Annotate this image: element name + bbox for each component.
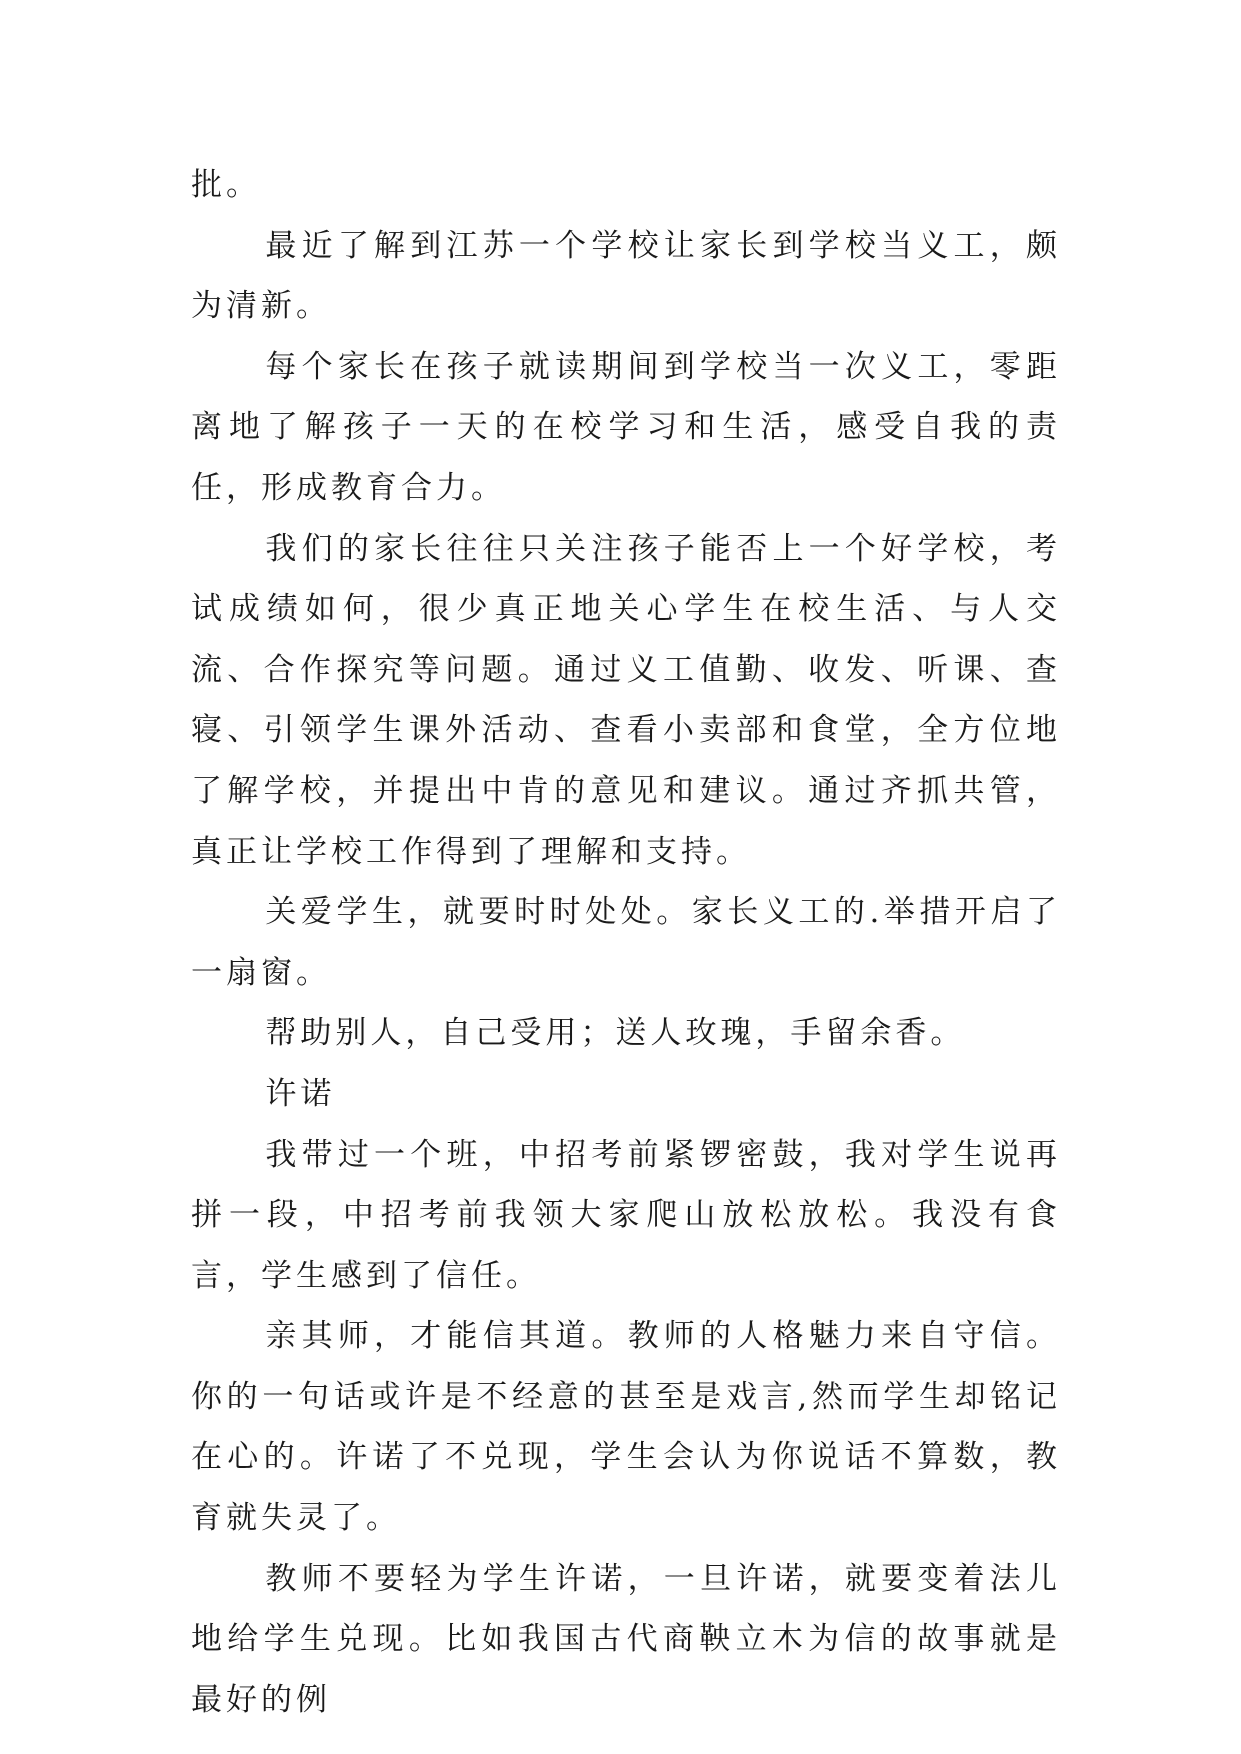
paragraph-10: 教师不要轻为学生许诺，一旦许诺，就要变着法儿地给学生兑现。比如我国古代商鞅立木为信的故事就是最好的例 bbox=[191, 1560, 1061, 1718]
paragraph-8: 我带过一个班，中招考前紧锣密鼓，我对学生说再拼一段，中招考前我领大家爬山放松放松。我没有食言，学生感到了信任。 bbox=[191, 1136, 1061, 1294]
paragraph-1: 批。 bbox=[191, 167, 261, 203]
paragraph-5: 关爱学生，就要时时处处。家长义工的.举措开启了一扇窗。 bbox=[191, 894, 1061, 991]
paragraph-2: 最近了解到江苏一个学校让家长到学校当义工，颇为清新。 bbox=[191, 227, 1061, 325]
body-text bbox=[191, 155, 1061, 1730]
paragraph-6: 帮助别人，自己受用；送人玫瑰，手留余香。 bbox=[265, 1015, 966, 1052]
paragraph-4: 我们的家长往往只关注孩子能否上一个好学校，考试成绩如何，很少真正地关心学生在校生活、与人交流、合作探究等问题。通过义工值勤、收发、听课、查寝、引领学生课外活动、查看小卖部和食堂，全方位地了解学校，并提出中肯的意见和建议。通过齐抓共管，真正让学校工作得到了理解和支持。 bbox=[191, 530, 1061, 870]
paragraph-9: 亲其师，才能信其道。教师的人格魅力来自守信。你的一句话或许是不经意的甚至是戏言,然而学生却铭记在心的。许诺了不兑现，学生会认为你说话不算数，教育就失灵了。 bbox=[191, 1318, 1061, 1537]
section-heading-promise: 许诺 bbox=[265, 1075, 336, 1112]
paragraph-3: 每个家长在孩子就读期间到学校当一次义工，零距离地了解孩子一天的在校学习和生活，感受自我的责任，形成教育合力。 bbox=[191, 348, 1061, 506]
